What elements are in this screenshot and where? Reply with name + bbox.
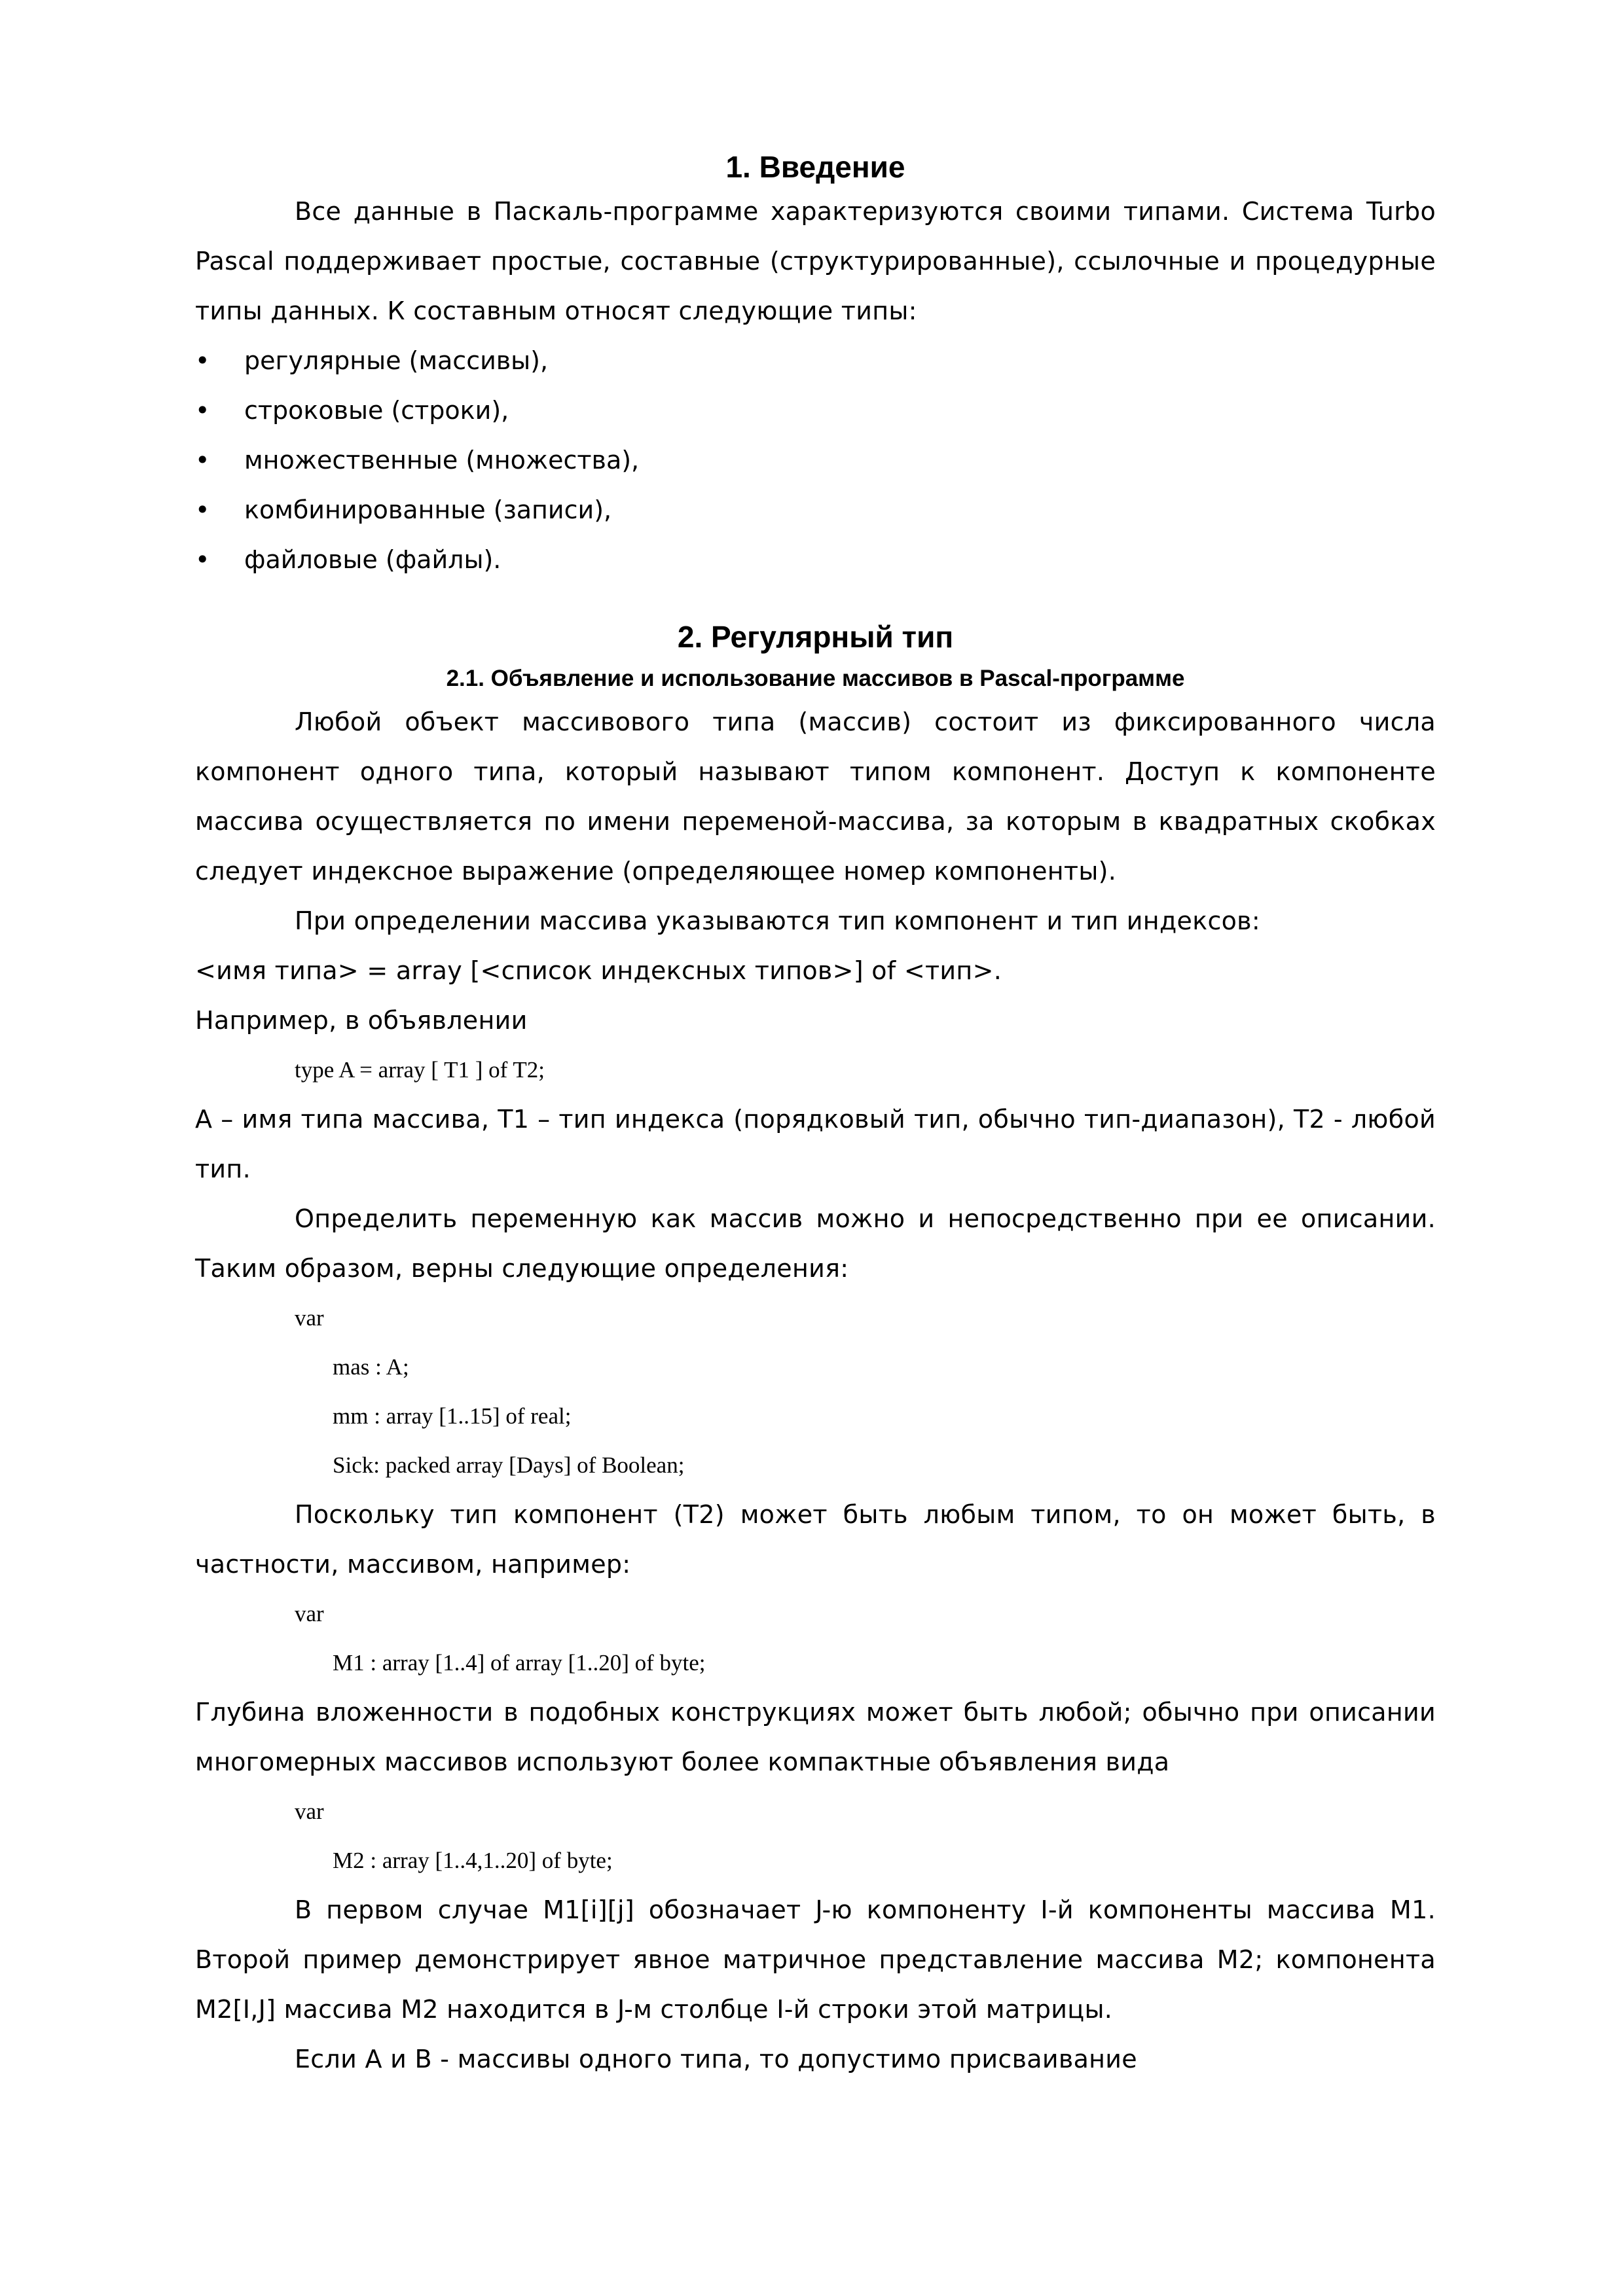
list-item-text: строковые (строки),: [244, 396, 509, 425]
bullet-icon: •: [195, 396, 210, 425]
list-item: [195, 336, 1436, 386]
matrix-explanation-paragraph: В первом случае M1[i][j] обозначает J-ю компоненту I-й компоненты массива M1. Второй пример демонстрирует явное матричное представление массива M2; компонента M2[I,J] массива M2 находится в J-м столбце I-й строки этой матрицы.: [195, 1895, 1436, 2024]
bullet-icon: •: [195, 495, 210, 524]
list-item-text: регулярные (массивы),: [244, 346, 549, 375]
code-var-keyword: var: [295, 1799, 324, 1824]
code-line: Sick: packed array [Days] of Boolean;: [333, 1452, 685, 1478]
bullet-icon: •: [195, 545, 210, 574]
code-line: mm : array [1..15] of real;: [333, 1403, 572, 1429]
list-item-text: файловые (файлы).: [244, 545, 501, 574]
assignment-paragraph: Если A и B - массивы одного типа, то допустимо присваивание: [295, 2045, 1137, 2073]
list-item: [195, 435, 1436, 485]
code-type-declaration: type A = array [ T1 ] of T2;: [295, 1057, 545, 1083]
array-definition-paragraph: При определении массива указываются тип компонент и тип индексов:: [295, 906, 1260, 935]
bullet-icon: •: [195, 346, 210, 375]
list-item: [195, 386, 1436, 435]
nesting-depth-paragraph: Глубина вложенности в подобных конструкциях может быть любой; обычно при описании многомерных массивов используют более компактные объявления вида: [195, 1698, 1436, 1776]
intro-paragraph: Все данные в Паскаль-программе характеризуются своими типами. Система Turbo Pascal поддерживает простые, составные (структурированные), ссылочные и процедурные типы данных. К составным относят следующие типы:: [195, 197, 1436, 325]
list-item-text: множественные (множества),: [244, 446, 640, 475]
section-2-heading: 2. Регулярный тип: [677, 620, 954, 654]
page-content: [195, 147, 1436, 2084]
nested-array-paragraph: Поскольку тип компонент (T2) может быть любым типом, то он может быть, в частности, массивом, например:: [195, 1500, 1436, 1579]
array-syntax-line: <имя типа> = array [<список индексных типов>] of <тип>.: [195, 956, 1002, 985]
list-item: [195, 485, 1436, 535]
variable-definition-paragraph: Определить переменную как массив можно и непосредственно при ее описании. Таким образом, верны следующие определения:: [195, 1204, 1436, 1283]
list-item-text: комбинированные (записи),: [244, 495, 612, 524]
code-var-keyword: var: [295, 1601, 324, 1626]
code-var-keyword: var: [295, 1305, 324, 1331]
type-explanation-paragraph: A – имя типа массива, T1 – тип индекса (порядковый тип, обычно тип-диапазон), T2 - любой тип.: [195, 1105, 1436, 1183]
subsection-2-1-heading: 2.1. Объявление и использование массивов в Pascal-программе: [446, 666, 1185, 691]
code-line: M1 : array [1..4] of array [1..20] of byte;: [333, 1650, 706, 1676]
example-intro-line: Например, в объявлении: [195, 1006, 528, 1035]
list-item: [195, 535, 1436, 584]
code-line: mas : A;: [333, 1354, 409, 1380]
composite-types-list: [195, 336, 1436, 584]
bullet-icon: •: [195, 446, 210, 475]
array-object-paragraph: Любой объект массивового типа (массив) состоит из фиксированного числа компонент одного типа, который называют типом компонент. Доступ к компоненте массива осуществляется по имени переменой-массива, за которым в квадратных скобках следует индексное выражение (определяющее номер компоненты).: [195, 708, 1436, 886]
section-1-heading: 1. Введение: [725, 150, 905, 184]
code-line: M2 : array [1..4,1..20] of byte;: [333, 1848, 613, 1873]
